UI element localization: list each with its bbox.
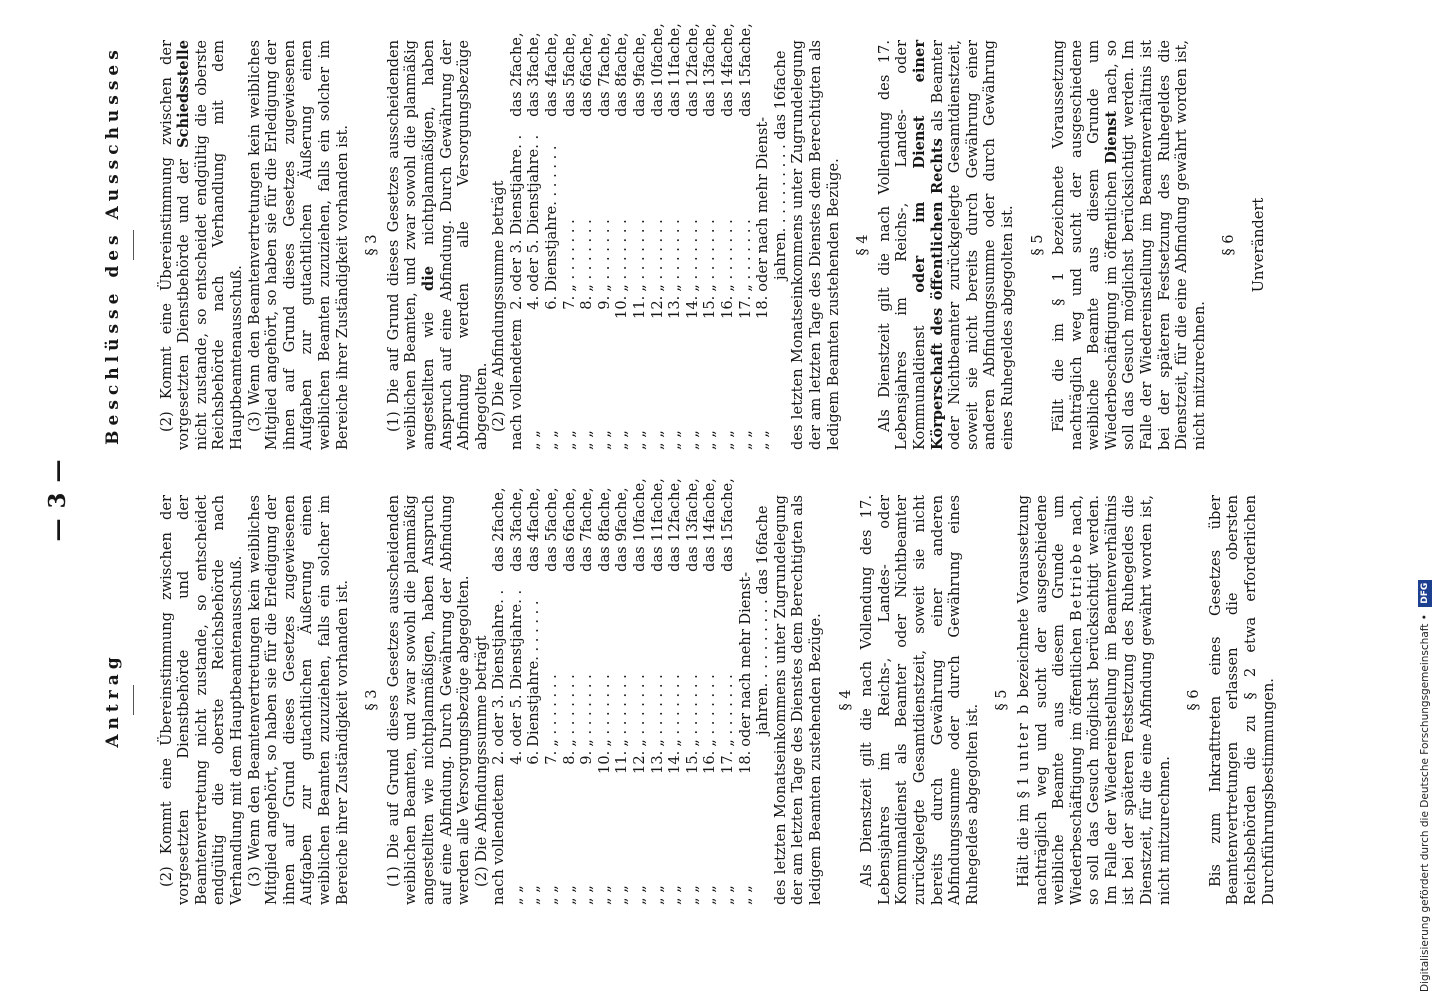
beschluesse-schedule-row bbox=[737, 23, 755, 450]
beschluesse-sec3-p1b: die bbox=[419, 265, 437, 291]
beschluesse-schedule-text: oder nach mehr Dienst- bbox=[754, 116, 772, 292]
antrag-schedule-year: 18. bbox=[736, 750, 754, 774]
beschluesse-sec3-p1c: nichtplanmäßigen, haben Anspruch auf eine Abfindung. Durch Gewährung der Abfindung werden alle Versorgungsbezüge abgegolten. bbox=[419, 39, 490, 450]
antrag-schedule-year: 7. bbox=[543, 750, 561, 765]
beschluesse-sec5-c: nach, so soll das Gesuch möglichst berücksichtigt werden. Im Falle der Wiedereinstellung im Beamtenverhältnis ist bei der späteren Festsetzung des Ruhegeldes die Dienstzeit, für die eine Abfindung gewährt worden ist, nicht mitzurechnen. bbox=[1102, 39, 1208, 450]
beschluesse-schedule-row bbox=[525, 23, 543, 450]
antrag-schedule-year: 8. bbox=[560, 750, 578, 765]
antrag-schedule-row bbox=[737, 478, 755, 905]
beschluesse-schedule-label: „ „ bbox=[648, 430, 666, 450]
beschluesse-schedule-value: das 12fache, bbox=[683, 23, 701, 117]
beschluesse-sec3-title: § 3 bbox=[363, 234, 381, 256]
antrag-schedule-text: „ . . . . . . . bbox=[666, 674, 684, 747]
beschluesse-schedule-value: das 15fache, bbox=[736, 23, 754, 117]
antrag-schedule-year: 12. bbox=[631, 750, 649, 774]
antrag-schedule-label: „ „ bbox=[613, 885, 631, 905]
beschluesse-schedule-year: 7. bbox=[560, 295, 578, 310]
beschluesse-schedule-row bbox=[701, 23, 719, 450]
beschluesse-schedule-table bbox=[508, 23, 772, 450]
antrag-schedule-row bbox=[578, 478, 596, 905]
antrag-schedule-row bbox=[490, 478, 508, 905]
beschluesse-schedule-value: das 6fache, bbox=[578, 32, 596, 117]
antrag-schedule-row bbox=[631, 478, 649, 905]
beschluesse-schedule-label: nach vollendetem bbox=[507, 318, 525, 450]
beschluesse-sec3-p2: (2) Die Abfindungssumme beträgt bbox=[490, 180, 508, 432]
antrag-schedule-value: das 5fache, bbox=[543, 487, 561, 572]
antrag-schedule-row bbox=[666, 478, 684, 905]
beschluesse-schedule-row bbox=[684, 23, 702, 450]
beschluesse-schedule-text: „ . . . . . . . bbox=[666, 219, 684, 292]
antrag-schedule-label: „ „ bbox=[525, 885, 543, 905]
beschluesse-schedule-label: „ „ bbox=[578, 430, 596, 450]
beschluesse-sec5-a: Fällt die im § 1 bezeichnete Voraussetzung nachträglich weg und sucht der ausgeschiedene weibliche Beamte aus diesem Grunde um Wiederbeschäftigung im öffentlichen bbox=[1050, 40, 1120, 450]
digitization-credit: Digitalisierung gefördert durch die Deutsche Forschungsgemeinschaft • bbox=[1419, 614, 1431, 992]
beschluesse-schedule-text: oder 3. Dienstjahre. . bbox=[507, 134, 525, 292]
beschluesse-schedule-text: oder 5. Dienstjahre. . bbox=[525, 134, 543, 292]
beschluesse-schedule-label: „ „ bbox=[595, 430, 613, 450]
antrag-column bbox=[103, 478, 1277, 905]
beschluesse-schedule-value: das 4fache, bbox=[543, 32, 561, 117]
antrag-schedule-row bbox=[684, 478, 702, 905]
beschluesse-schedule-row bbox=[508, 23, 526, 450]
antrag-schedule-row bbox=[701, 478, 719, 905]
beschluesse-schedule-row bbox=[631, 23, 649, 450]
beschluesse-sec4-title: § 4 bbox=[854, 234, 872, 256]
beschluesse-schedule-label: „ „ bbox=[613, 430, 631, 450]
antrag-schedule-label: „ „ bbox=[631, 885, 649, 905]
antrag-schedule-year: 2. bbox=[490, 750, 508, 765]
antrag-schedule-label: „ „ bbox=[595, 885, 613, 905]
antrag-schedule-row bbox=[596, 478, 614, 905]
antrag-schedule-value: das 2fache, bbox=[490, 487, 508, 572]
beschluesse-sec4-c: als Beamter oder Nichtbeamter zurückgelegte Gesamtdienstzeit, soweit sie nicht bereits durch Gewährung einer anderen Abfindungssumme oder durch Gewährung eines Ruhegeldes abgegolten ist. bbox=[928, 39, 1016, 450]
beschluesse-sec5-text bbox=[1050, 40, 1208, 450]
beschluesse-schedule-label: „ „ bbox=[631, 430, 649, 450]
beschluesse-schedule-text: „ . . . . . . . bbox=[648, 219, 666, 292]
beschluesse-heading: Beschlüsse des Ausschusses bbox=[103, 45, 123, 445]
beschluesse-schedule-text: „ . . . . . . . bbox=[578, 219, 596, 292]
beschluesse-sec3-tail: des letzten Monatseinkommens unter Zugrundelegung der am letzten Tage des Dienstes dem Berechtigten als ledigem Beamten zustehenden Bezüge. bbox=[789, 40, 842, 450]
beschluesse-schedule-value: das 7fache, bbox=[595, 32, 613, 117]
antrag-schedule-label: „ „ bbox=[543, 885, 561, 905]
beschluesse-para-2b: Schiedsstelle bbox=[175, 40, 193, 148]
antrag-schedule-label: „ „ bbox=[683, 885, 701, 905]
beschluesse-schedule-value: das 14fache, bbox=[719, 23, 736, 117]
page-number: — 3 — bbox=[44, 458, 71, 542]
beschluesse-sec3-p1a: (1) Die auf Grund dieses Gesetzes ausscheidenden weiblichen Beamten, und zwar sowohl die planmäßig angestellten wie bbox=[384, 40, 437, 450]
beschluesse-para-2c: nicht zustande, so entscheidet endgültig die oberste Reichsbehörde nach Verhandlung mit dem Hauptbeamtenausschuß. bbox=[192, 40, 245, 450]
antrag-schedule-year: 13. bbox=[648, 750, 666, 774]
beschluesse-sec3-p1 bbox=[385, 40, 491, 450]
beschluesse-sec5-title: § 5 bbox=[1028, 234, 1046, 256]
antrag-schedule-text: „ . . . . . . . bbox=[560, 674, 578, 747]
beschluesse-schedule-row bbox=[754, 23, 772, 450]
beschluesse-schedule-row bbox=[596, 23, 614, 450]
beschluesse-schedule-label: „ „ bbox=[719, 430, 736, 450]
antrag-para-2: (2) Kommt eine Übereinstimmung zwischen der vorgesetzten Dienstbehörde und der Beamtenvertretung nicht zustande, so entscheidet endgültig die oberste Reichsbehörde nach Verhandlung mit dem Hauptbeamtenausschuß. bbox=[157, 495, 245, 905]
beschluesse-schedule-value bbox=[754, 23, 772, 117]
antrag-schedule-table bbox=[490, 478, 754, 905]
beschluesse-schedule-label: „ „ bbox=[525, 430, 543, 450]
antrag-sec5-title: § 5 bbox=[993, 689, 1011, 711]
beschluesse-schedule-text: „ . . . . . . . bbox=[595, 219, 613, 292]
beschluesse-schedule-row bbox=[649, 23, 667, 450]
beschluesse-schedule-year: 15. bbox=[701, 295, 719, 319]
beschluesse-sec4-b: oder im Dienst einer Körperschaft des öffentlichen Rechts bbox=[910, 39, 946, 450]
beschluesse-schedule-value: das 2fache, bbox=[507, 32, 525, 117]
beschluesse-schedule-value: das 9fache, bbox=[631, 32, 649, 117]
antrag-schedule-value: das 11fache, bbox=[648, 478, 666, 572]
beschluesse-schedule-year: 16. bbox=[719, 295, 736, 319]
antrag-schedule-last: jahren. . . . . . . . . . das 16fache bbox=[754, 505, 772, 735]
antrag-schedule-value: das 12fache, bbox=[666, 478, 684, 572]
beschluesse-schedule-row bbox=[719, 23, 737, 450]
antrag-schedule-label: „ „ bbox=[719, 885, 736, 905]
beschluesse-schedule-text: „ . . . . . . . bbox=[736, 219, 754, 292]
beschluesse-schedule-value: das 8fache, bbox=[613, 32, 631, 117]
beschluesse-schedule-text: „ . . . . . . . bbox=[701, 219, 719, 292]
beschluesse-schedule-value: das 10fache, bbox=[648, 23, 666, 117]
antrag-schedule-text: „ . . . . . . . bbox=[543, 674, 561, 747]
beschluesse-sec6-text: Unverändert bbox=[1250, 197, 1268, 293]
beschluesse-para-3: (3) Wenn den Beamtenvertretungen kein weibliches Mitglied angehört, so haben sie für die Erledigung der ihnen auf Grund dieses Gesetzes zugewiesenen Aufgaben zur gutachtlichen Äußerung einen weiblichen Beamten zuzuziehen, falls ein solcher im Bereiche ihrer Zuständigkeit vorhanden ist. bbox=[245, 40, 351, 450]
antrag-schedule-year: 17. bbox=[719, 750, 736, 774]
antrag-schedule-label: nach vollendetem bbox=[490, 773, 508, 905]
beschluesse-schedule-year: 11. bbox=[631, 295, 649, 319]
antrag-schedule-value: das 15fache, bbox=[719, 478, 736, 572]
beschluesse-schedule-last: jahren. . . . . . . . . . das 16fache bbox=[771, 50, 789, 280]
beschluesse-schedule-year: 2. bbox=[507, 295, 525, 310]
antrag-schedule-text: Dienstjahre. . . . . . . bbox=[525, 600, 543, 747]
antrag-schedule-label: „ „ bbox=[736, 885, 754, 905]
beschluesse-schedule-row bbox=[578, 23, 596, 450]
antrag-schedule-value: das 10fache, bbox=[631, 478, 649, 572]
beschluesse-schedule-year: 17. bbox=[736, 295, 754, 319]
beschluesse-column bbox=[103, 23, 1272, 450]
antrag-schedule-year: 9. bbox=[578, 750, 596, 765]
antrag-sec5-a: Hält die im § 1 bbox=[1014, 776, 1032, 887]
beschluesse-schedule-text: „ . . . . . . . bbox=[613, 219, 631, 292]
antrag-sec5-b: unter b bbox=[1014, 702, 1032, 772]
beschluesse-schedule-year: 13. bbox=[666, 295, 684, 319]
antrag-schedule-label: „ „ bbox=[648, 885, 666, 905]
antrag-heading: Antrag bbox=[103, 652, 123, 748]
antrag-schedule-text: oder 3. Dienstjahre. . bbox=[490, 589, 508, 747]
antrag-schedule-row bbox=[525, 478, 543, 905]
antrag-schedule-year: 6. bbox=[525, 750, 543, 765]
antrag-schedule-label: „ „ bbox=[701, 885, 719, 905]
beschluesse-schedule-year: 12. bbox=[648, 295, 666, 319]
beschluesse-schedule-label: „ „ bbox=[736, 430, 754, 450]
antrag-schedule-value: das 4fache, bbox=[525, 487, 543, 572]
beschluesse-schedule-text: „ . . . . . . . bbox=[719, 219, 736, 292]
antrag-schedule-label: „ „ bbox=[666, 885, 684, 905]
antrag-schedule-year: 14. bbox=[666, 750, 684, 774]
antrag-schedule-text: „ . . . . . . . bbox=[595, 674, 613, 747]
beschluesse-para-2 bbox=[158, 40, 246, 450]
antrag-schedule-label: „ „ bbox=[507, 885, 525, 905]
antrag-para-3: (3) Wenn den Beamtenvertretungen kein weibliches Mitglied angehört, so haben sie für die Erledigung der ihnen auf Grund dieses Gesetzes zugewiesenen Aufgaben zur gutachtlichen Äußerung einen weiblichen Beamten zuzuziehen, falls ein solcher im Bereiche ihrer Zuständigkeit vorhanden ist. bbox=[245, 495, 351, 905]
antrag-schedule-value bbox=[737, 478, 755, 572]
antrag-schedule-text: oder 5. Dienstjahre. . bbox=[507, 589, 525, 747]
antrag-schedule-value: das 9fache, bbox=[613, 487, 631, 572]
antrag-schedule-year: 4. bbox=[507, 750, 525, 765]
antrag-schedule-row bbox=[508, 478, 526, 905]
antrag-schedule-value: das 13fache, bbox=[683, 478, 701, 572]
beschluesse-schedule-text: „ . . . . . . . bbox=[683, 219, 701, 292]
digitization-strip-rotated bbox=[1414, 8, 1434, 992]
beschluesse-schedule-row bbox=[666, 23, 684, 450]
antrag-schedule-year: 10. bbox=[595, 750, 613, 774]
beschluesse-schedule-year: 8. bbox=[578, 295, 596, 310]
beschluesse-schedule-year: 6. bbox=[543, 295, 561, 310]
antrag-schedule-value: das 7fache, bbox=[578, 487, 596, 572]
antrag-schedule-row bbox=[543, 478, 561, 905]
antrag-schedule-text: „ . . . . . . . bbox=[613, 674, 631, 747]
beschluesse-schedule-row bbox=[613, 23, 631, 450]
antrag-sec5-text bbox=[1015, 495, 1173, 905]
antrag-schedule-year: 15. bbox=[683, 750, 701, 774]
beschluesse-sec4-text bbox=[876, 40, 1017, 450]
antrag-schedule-text: „ . . . . . . . bbox=[701, 674, 719, 747]
antrag-schedule-row bbox=[613, 478, 631, 905]
beschluesse-schedule-year: 4. bbox=[525, 295, 543, 310]
beschluesse-schedule-value: das 13fache, bbox=[701, 23, 719, 117]
antrag-schedule-text: „ . . . . . . . bbox=[683, 674, 701, 747]
antrag-schedule-value: das 3fache, bbox=[507, 487, 525, 572]
antrag-sec5-e: nach, so soll das Gesuch möglichst berücksichtigt werden. Im Falle der Wiedereinstellung im Beamtenverhältnis ist bei der späteren Festsetzung des Ruhegeldes die Dienstzeit, für die eine Abfindung gewährt worden ist, nicht mitzurechnen. bbox=[1067, 494, 1173, 905]
antrag-sec5-c: bezeichnete Voraussetzung nachträglich weg und sucht der ausgeschiedene weibliche Beamte aus diesem Grunde um Wiederbeschäftigung im öffentlichen bbox=[1014, 494, 1085, 905]
beschluesse-schedule-year: 9. bbox=[595, 295, 613, 310]
antrag-sec3-p1: (1) Die auf Grund dieses Gesetzes ausscheidenden weiblichen Beamten, und zwar sowohl die planmäßig angestellten wie nichtplanmäßigen, haben Anspruch auf eine Abfindung. Durch Gewährung der Abfindung werden alle Versorgungsbezüge abgegolten. bbox=[384, 495, 473, 905]
antrag-sec5-d: Betriebe bbox=[1067, 541, 1085, 622]
antrag-sec3-title: § 3 bbox=[363, 689, 381, 711]
beschluesse-schedule bbox=[507, 23, 790, 450]
antrag-schedule-row bbox=[719, 478, 737, 905]
dfg-logo: DFG bbox=[1418, 580, 1432, 607]
beschluesse-schedule-label: „ „ bbox=[754, 430, 772, 450]
antrag-schedule-year: 16. bbox=[701, 750, 719, 774]
beschluesse-sec4-a: Als Dienstzeit gilt die nach Vollendung des 17. Lebensjahres im Reichs-, Landes- oder Kommunaldienst bbox=[875, 40, 928, 450]
antrag-sec6-text: Bis zum Inkrafttreten eines Gesetzes über Beamtenvertretungen erlassen die obersten Reichsbehörden die zu § 2 etwa erforderlichen Durchführungsbestimmungen. bbox=[1206, 495, 1277, 905]
antrag-sec3-tail: des letzten Monatseinkommens unter Zugrundelegung der am letzten Tage des Dienstes dem Berechtigten als ledigem Beamten zustehenden Bezüge. bbox=[771, 495, 824, 905]
antrag-sec4-text: Als Dienstzeit gilt die nach Vollendung des 17. Lebensjahres im Reichs-, Landes- oder Kommunaldienst als Beamter oder Nichtbeamter zurückgelegte Gesamtdienstzeit, soweit sie nicht bereits durch Gewährung einer anderen Abfindungssumme oder durch Gewährung eines Ruhegeldes abgegolten ist. bbox=[858, 495, 981, 905]
beschluesse-schedule-text: Dienstjahre. . . . . . . bbox=[543, 145, 561, 292]
antrag-schedule bbox=[490, 478, 772, 905]
antrag-sec4-title: § 4 bbox=[836, 689, 854, 711]
beschluesse-schedule-value: das 11fache, bbox=[666, 23, 684, 117]
antrag-sec3-p2: (2) Die Abfindungssumme beträgt bbox=[472, 635, 490, 887]
beschluesse-sec6-title: § 6 bbox=[1220, 234, 1238, 256]
antrag-schedule-label: „ „ bbox=[578, 885, 596, 905]
beschluesse-sec5-b: Dienst bbox=[1102, 110, 1120, 164]
antrag-schedule-row bbox=[649, 478, 667, 905]
heading-rule bbox=[133, 230, 134, 260]
beschluesse-schedule-label: „ „ bbox=[543, 430, 561, 450]
beschluesse-schedule-value: das 3fache, bbox=[525, 32, 543, 117]
digitization-strip bbox=[1414, 8, 1434, 992]
antrag-sec6-title: § 6 bbox=[1185, 689, 1203, 711]
antrag-schedule-text: „ . . . . . . . bbox=[719, 674, 736, 747]
beschluesse-schedule-year: 18. bbox=[754, 295, 772, 319]
antrag-schedule-text: „ . . . . . . . bbox=[578, 674, 596, 747]
beschluesse-schedule-year: 14. bbox=[683, 295, 701, 319]
antrag-schedule-text: oder nach mehr Dienst- bbox=[736, 571, 754, 747]
beschluesse-para-2a: (2) Kommt eine Übereinstimmung zwischen der vorgesetzten Dienstbehörde und der bbox=[157, 40, 193, 450]
antrag-schedule-label: „ „ bbox=[560, 885, 578, 905]
antrag-schedule-text: „ . . . . . . . bbox=[648, 674, 666, 747]
beschluesse-schedule-text: „ . . . . . . . bbox=[631, 219, 649, 292]
beschluesse-schedule-row bbox=[561, 23, 579, 450]
antrag-schedule-value: das 6fache, bbox=[560, 487, 578, 572]
beschluesse-schedule-value: das 5fache, bbox=[560, 32, 578, 117]
beschluesse-schedule-label: „ „ bbox=[701, 430, 719, 450]
beschluesse-schedule-label: „ „ bbox=[666, 430, 684, 450]
antrag-schedule-value: das 8fache, bbox=[595, 487, 613, 572]
beschluesse-schedule-label: „ „ bbox=[560, 430, 578, 450]
antrag-schedule-value: das 14fache, bbox=[701, 478, 719, 572]
beschluesse-schedule-text: „ . . . . . . . bbox=[560, 219, 578, 292]
antrag-schedule-year: 11. bbox=[613, 750, 631, 774]
antrag-schedule-text: „ . . . . . . . bbox=[631, 674, 649, 747]
heading-rule bbox=[133, 685, 134, 715]
beschluesse-schedule-year: 10. bbox=[613, 295, 631, 319]
antrag-schedule-row bbox=[561, 478, 579, 905]
beschluesse-schedule-label: „ „ bbox=[683, 430, 701, 450]
beschluesse-schedule-row bbox=[543, 23, 561, 450]
